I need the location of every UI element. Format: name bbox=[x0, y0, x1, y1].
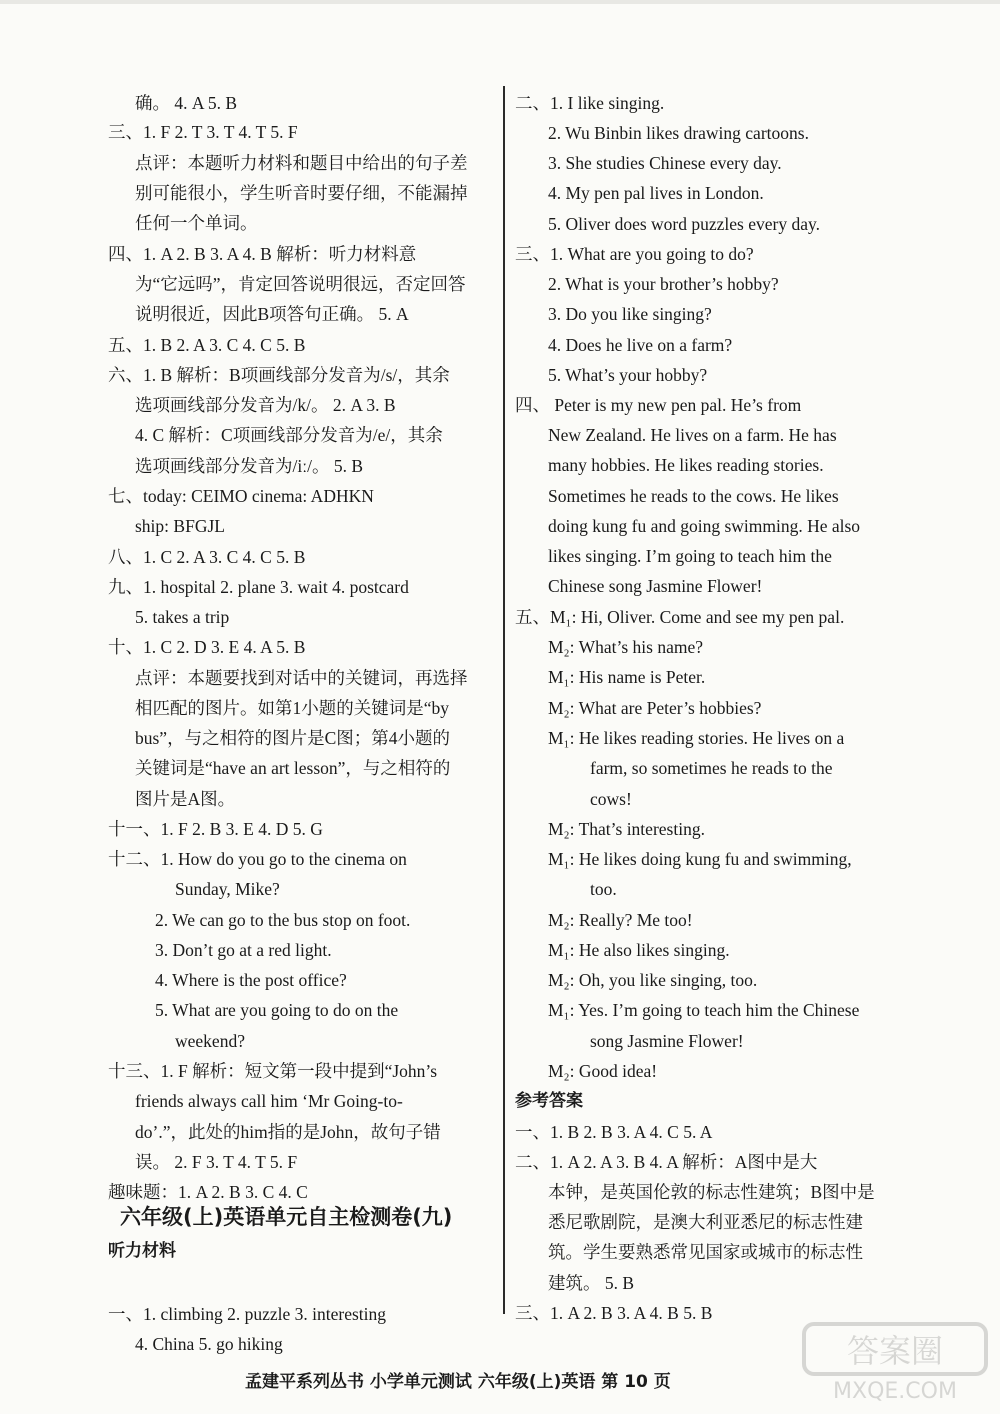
left-answer-line: 八、1. C 2. A 3. C 4. C 5. B bbox=[108, 547, 306, 567]
left-answer-line: 点评：本题听力材料和题目中给出的句子差 bbox=[135, 153, 468, 173]
left-answer-line: 六、1. B 解析：B项画线部分发音为/s/，其余 bbox=[108, 365, 450, 385]
left-answer-line: ship: BFGJL bbox=[135, 516, 225, 536]
left-answer-line: 十二、1. How do you go to the cinema on bbox=[108, 849, 407, 869]
left-answer-line: 四、1. A 2. B 3. A 4. B 解析：听力材料意 bbox=[108, 244, 417, 264]
left-answer-line: 关键词是“have an art lesson”，与之相符的 bbox=[135, 758, 451, 778]
right-text-line: Sometimes he reads to the cows. He likes bbox=[548, 486, 839, 506]
right-text-line: 2. Wu Binbin likes drawing cartoons. bbox=[548, 123, 809, 143]
right-text-line: M₂: What are Peter’s hobbies? bbox=[548, 698, 762, 718]
right-text-line: M₁: He also likes singing. bbox=[548, 940, 730, 960]
left-answer-line: 误。 2. F 3. T 4. T 5. F bbox=[135, 1152, 298, 1172]
right-text-line: M₂: Really? Me too! bbox=[548, 910, 693, 930]
left-answer-line: 说明很近，因此B项答句正确。 5. A bbox=[135, 304, 409, 324]
right-text-line: 2. What is your brother’s hobby? bbox=[548, 274, 779, 294]
left-answer-line: 图片是A图。 bbox=[135, 789, 236, 809]
listening-label: 听力材料 bbox=[108, 1241, 176, 1261]
right-text-line: 4. My pen pal lives in London. bbox=[548, 183, 764, 203]
page-footer: 孟建平系列丛书 小学单元测试 六年级(上)英语 第 10 页 bbox=[245, 1372, 671, 1392]
right-text-line: too. bbox=[590, 879, 617, 899]
reference-answer-line: 筑。学生要熟悉常见国家或城市的标志性 bbox=[548, 1242, 863, 1262]
right-text-line: 3. She studies Chinese every day. bbox=[548, 153, 782, 173]
left-answer-line: 十、1. C 2. D 3. E 4. A 5. B bbox=[108, 637, 306, 657]
right-text-line: M₁: His name is Peter. bbox=[548, 667, 706, 687]
reference-answer-line: 建筑。 5. B bbox=[548, 1273, 635, 1293]
right-text-line: M₁: He likes reading stories. He lives on a bbox=[548, 728, 845, 748]
left-answer-line: 点评：本题要找到对话中的关键词，再选择 bbox=[135, 668, 468, 688]
left-answer-line: 2. We can go to the bus stop on foot. bbox=[155, 910, 411, 930]
answers-label: 参考答案 bbox=[515, 1091, 583, 1111]
reference-answer-line: 本钟，是英国伦敦的标志性建筑；B图中是 bbox=[548, 1182, 875, 1202]
right-text-line: likes singing. I’m going to teach him the bbox=[548, 546, 832, 566]
left-answer-line: 选项画线部分发音为/iː/。 5. B bbox=[135, 456, 363, 476]
left-answer-line: 九、1. hospital 2. plane 3. wait 4. postcard bbox=[108, 577, 409, 597]
left-answer-line: do’.”，此处的him指的是John，故句子错 bbox=[135, 1122, 441, 1142]
svg-text:答案圈: 答案圈 bbox=[846, 1332, 944, 1370]
left-answer-line: 5. takes a trip bbox=[135, 607, 230, 627]
left-answer-line: 别可能很小，学生听音时要仔细，不能漏掉 bbox=[135, 183, 468, 203]
left-answer-line: 确。 4. A 5. B bbox=[135, 93, 238, 113]
right-text-line: New Zealand. He lives on a farm. He has bbox=[548, 425, 837, 445]
left-answer-line: 4. C 解析：C项画线部分发音为/e/，其余 bbox=[135, 425, 443, 445]
right-text-line: doing kung fu and going swimming. He also bbox=[548, 516, 861, 536]
left-answer-line: 趣味题：1. A 2. B 3. C 4. C bbox=[108, 1182, 308, 1202]
left-answer-line: 相匹配的图片。如第1小题的关键词是“by bbox=[135, 698, 450, 718]
listening-line: 4. China 5. go hiking bbox=[135, 1334, 283, 1354]
right-text-line: 五、M₁: Hi, Oliver. Come and see my pen pal. bbox=[515, 607, 845, 627]
right-text-line: song Jasmine Flower! bbox=[590, 1031, 744, 1051]
right-text-line: 5. Oliver does word puzzles every day. bbox=[548, 214, 820, 234]
right-text-line: M₁: He likes doing kung fu and swimming, bbox=[548, 849, 852, 869]
right-text-line: farm, so sometimes he reads to the bbox=[590, 758, 833, 778]
right-text-line: cows! bbox=[590, 789, 632, 809]
right-text-line: 三、1. What are you going to do? bbox=[515, 244, 754, 264]
left-answer-line: 十三、1. F 解析：短文第一段中提到“John’s bbox=[108, 1061, 438, 1081]
section-title: 六年级(上)英语单元自主检测卷(九) bbox=[120, 1205, 453, 1229]
listening-line: 一、1. climbing 2. puzzle 3. interesting bbox=[108, 1304, 387, 1324]
right-text-line: 4. Does he live on a farm? bbox=[548, 335, 733, 355]
left-answer-line: 任何一个单词。 bbox=[135, 213, 258, 233]
right-text-line: M₁: Yes. I’m going to teach him the Chinese bbox=[548, 1000, 860, 1020]
left-answer-line: weekend? bbox=[175, 1031, 245, 1051]
right-text-line: M₂: Good idea! bbox=[548, 1061, 658, 1081]
left-answer-line: 为“它远吗”，肯定回答说明很远，否定回答 bbox=[135, 274, 466, 294]
right-text-line: 5. What’s your hobby? bbox=[548, 365, 708, 385]
top-edge bbox=[0, 0, 1000, 4]
left-answer-line: 五、1. B 2. A 3. C 4. C 5. B bbox=[108, 335, 306, 355]
left-answer-line: 十一、1. F 2. B 3. E 4. D 5. G bbox=[108, 819, 323, 839]
reference-answer-line: 悉尼歌剧院，是澳大利亚悉尼的标志性建 bbox=[548, 1212, 863, 1232]
right-text-line: 二、1. I like singing. bbox=[515, 93, 665, 113]
right-text-line: 3. Do you like singing? bbox=[548, 304, 712, 324]
left-answer-line: 七、today: CEIMO cinema: ADHKN bbox=[108, 486, 374, 506]
left-answer-line: 选项画线部分发音为/k/。 2. A 3. B bbox=[135, 395, 396, 415]
right-text-line: M₂: That’s interesting. bbox=[548, 819, 705, 839]
right-text-line: M₂: What’s his name? bbox=[548, 637, 703, 657]
left-answer-line: 3. Don’t go at a red light. bbox=[155, 940, 332, 960]
reference-answer-line: 一、1. B 2. B 3. A 4. C 5. A bbox=[515, 1122, 713, 1142]
left-answer-line: bus”，与之相符的图片是C图；第4小题的 bbox=[135, 728, 450, 748]
left-answer-line: friends always call him ‘Mr Going-to- bbox=[135, 1091, 403, 1111]
right-text-line: many hobbies. He likes reading stories. bbox=[548, 455, 824, 475]
right-text-line: M₂: Oh, you like singing, too. bbox=[548, 970, 758, 990]
left-answer-line: Sunday, Mike? bbox=[175, 879, 280, 899]
right-text-line: 四、 Peter is my new pen pal. He’s from bbox=[515, 395, 802, 415]
left-answer-line: 4. Where is the post office? bbox=[155, 970, 347, 990]
left-answer-line: 5. What are you going to do on the bbox=[155, 1000, 399, 1020]
reference-answer-line: 二、1. A 2. A 3. B 4. A 解析：A图中是大 bbox=[515, 1152, 818, 1172]
reference-answer-line: 三、1. A 2. B 3. A 4. B 5. B bbox=[515, 1303, 713, 1323]
svg-text:MXQE.COM: MXQE.COM bbox=[833, 1379, 957, 1404]
left-answer-line: 三、1. F 2. T 3. T 4. T 5. F bbox=[108, 122, 298, 142]
watermark-logo bbox=[800, 1318, 990, 1406]
column-divider bbox=[503, 86, 505, 1314]
right-text-line: Chinese song Jasmine Flower! bbox=[548, 576, 763, 596]
